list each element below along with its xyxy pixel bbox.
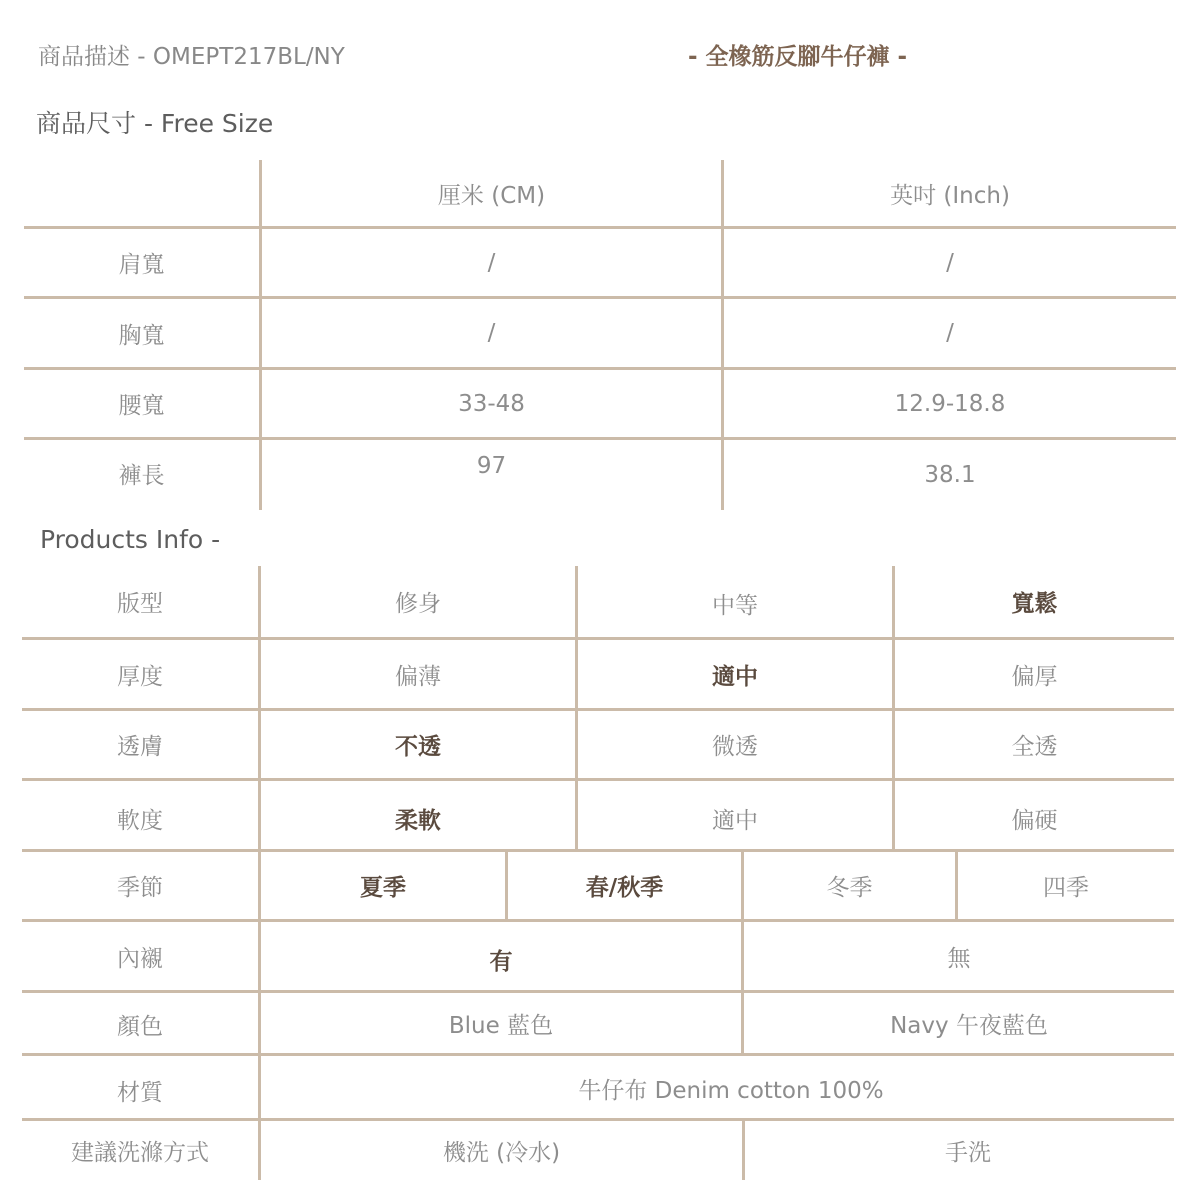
row-label-shoulder: 肩寬 (118, 252, 165, 278)
color-option-blue: Blue 藍色 (448, 1012, 554, 1039)
color-option-navy: Navy 午夜藍色 (890, 1012, 1048, 1039)
column-header-inch: 英吋 (Inch) (890, 182, 1010, 209)
thickness-option-medium-selected: 適中 (712, 663, 758, 690)
column-header-cm: 厘米 (CM) (437, 182, 546, 209)
sheerness-option-slightly-sheer: 微透 (712, 734, 758, 760)
row-label-thickness: 厚度 (117, 663, 163, 690)
row-label-lining: 內襯 (117, 945, 163, 972)
softness-option-soft-selected: 柔軟 (395, 807, 441, 834)
washing-option-machine-cold: 機洗 (冷水) (442, 1140, 561, 1166)
season-option-summer-selected: 夏季 (360, 875, 406, 901)
softness-option-medium: 適中 (712, 807, 758, 834)
row-label-sheerness: 透膚 (117, 734, 163, 760)
size-section-title: 商品尺寸 - Free Size (36, 109, 274, 138)
row-label-chest: 胸寬 (118, 322, 165, 349)
row-label-pants-length: 褲長 (118, 462, 165, 489)
product-name-title: - 全橡筋反腳牛仔褲 - (688, 44, 908, 70)
waist-cm-value: 33-48 (458, 390, 525, 417)
fit-option-slim: 修身 (395, 591, 441, 617)
row-label-season: 季節 (117, 875, 163, 901)
shoulder-cm-value: / (487, 249, 496, 276)
row-label-washing: 建議洗滌方式 (71, 1140, 209, 1166)
sheerness-option-opaque-selected: 不透 (395, 734, 441, 760)
chest-cm-value: / (487, 320, 496, 346)
thickness-option-thin: 偏薄 (395, 663, 441, 690)
pants-length-inch-value: 38.1 (924, 462, 976, 488)
softness-option-stiff: 偏硬 (1011, 807, 1058, 834)
info-section-title: Products Info - (40, 525, 221, 554)
product-description-code: 商品描述 - OMEPT217BL/NY (38, 44, 345, 70)
row-label-waist: 腰寬 (118, 393, 165, 419)
fit-option-regular: 中等 (712, 592, 758, 619)
material-value: 牛仔布 Denim cotton 100% (578, 1078, 884, 1104)
washing-option-hand: 手洗 (945, 1140, 991, 1166)
season-option-all-seasons: 四季 (1043, 875, 1089, 901)
thickness-option-thick: 偏厚 (1011, 663, 1058, 690)
season-option-winter: 冬季 (826, 875, 873, 901)
sheerness-option-sheer: 全透 (1011, 734, 1058, 760)
row-label-softness: 軟度 (117, 807, 163, 834)
shoulder-inch-value: / (946, 249, 954, 276)
fit-option-loose-selected: 寬鬆 (1011, 591, 1058, 617)
season-option-spring-autumn-selected: 春/秋季 (585, 875, 664, 901)
lining-option-yes-selected: 有 (489, 948, 513, 975)
lining-option-no: 無 (947, 945, 971, 972)
pants-length-cm-value: 97 (476, 453, 507, 479)
row-label-material: 材質 (117, 1079, 163, 1106)
chest-inch-value: / (946, 320, 954, 346)
waist-inch-value: 12.9-18.8 (894, 390, 1006, 417)
row-label-color: 顏色 (117, 1014, 163, 1040)
row-label-fit: 版型 (117, 591, 163, 617)
